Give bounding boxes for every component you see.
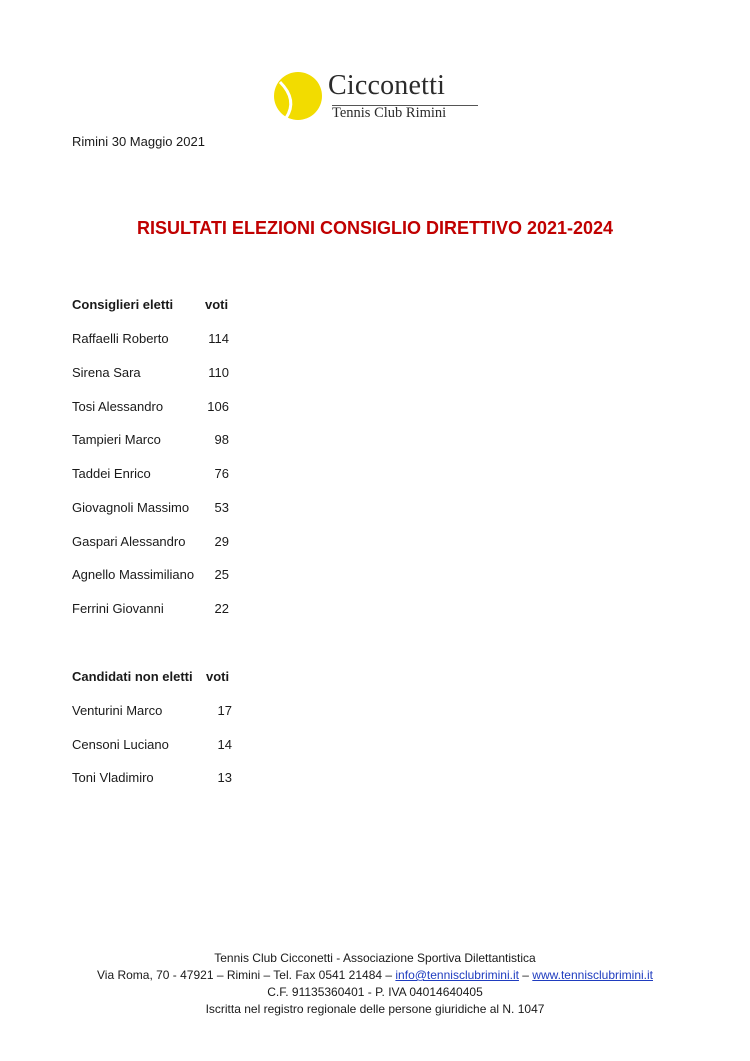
elected-header-name: Consiglieri eletti [72,297,174,312]
elected-name: Giovagnoli Massimo [72,500,190,515]
website-link[interactable]: www.tennisclubrimini.it [532,968,653,982]
not-elected-name: Venturini Marco [72,703,163,718]
elected-name: Ferrini Giovanni [72,601,164,616]
elected-name: Raffaelli Roberto [72,331,169,346]
footer-tax-ids: C.F. 91135360401 - P. IVA 04014640405 [267,985,483,999]
elected-votes: 98 [214,432,229,447]
footer-address: Via Roma, 70 - 47921 – Rimini – Tel. Fax 0541 21484 – [96,968,396,982]
document-date: Rimini 30 Maggio 2021 [72,134,205,149]
elected-name: Tampieri Marco [72,432,161,447]
elected-name: Gaspari Alessandro [72,534,186,549]
not-elected-header-name: Candidati non eletti [72,669,193,684]
logo-title: Cicconetti [328,70,446,101]
tennis-ball-icon [272,70,324,122]
elected-name: Sirena Sara [72,365,141,380]
logo-subtitle: Tennis Club Rimini [332,105,447,121]
page-footer [0,950,750,1018]
email-link[interactable]: info@tennisclubrimini.it [395,968,519,982]
elected-name: Agnello Massimiliano [72,567,195,582]
elected-votes: 110 [208,365,229,380]
not-elected-votes: 14 [217,737,232,752]
elected-votes: 25 [214,567,229,582]
footer-registry: Iscritta nel registro regionale delle persone giuridiche al N. 1047 [205,1002,545,1016]
elected-votes: 76 [214,466,229,481]
club-logo [272,68,482,124]
footer-address-line [0,967,750,984]
not-elected-header-votes: voti [206,669,230,684]
page-title: RISULTATI ELEZIONI CONSIGLIO DIRETTIVO 2021-2024 [136,218,614,238]
elected-header-votes: voti [205,297,229,312]
elected-name: Tosi Alessandro [72,399,164,414]
footer-club-name: Tennis Club Cicconetti - Associazione Sportiva Dilettantistica [214,951,536,965]
elected-votes: 53 [214,500,229,515]
elected-votes: 22 [214,601,229,616]
elected-votes: 106 [207,399,229,414]
not-elected-votes: 17 [217,703,232,718]
footer-separator: – [518,968,533,982]
elected-name: Taddei Enrico [72,466,151,481]
elected-votes: 29 [214,534,229,549]
not-elected-name: Toni Vladimiro [72,770,154,785]
not-elected-votes: 13 [217,770,232,785]
not-elected-name: Censoni Luciano [72,737,169,752]
elected-votes: 114 [208,331,229,346]
